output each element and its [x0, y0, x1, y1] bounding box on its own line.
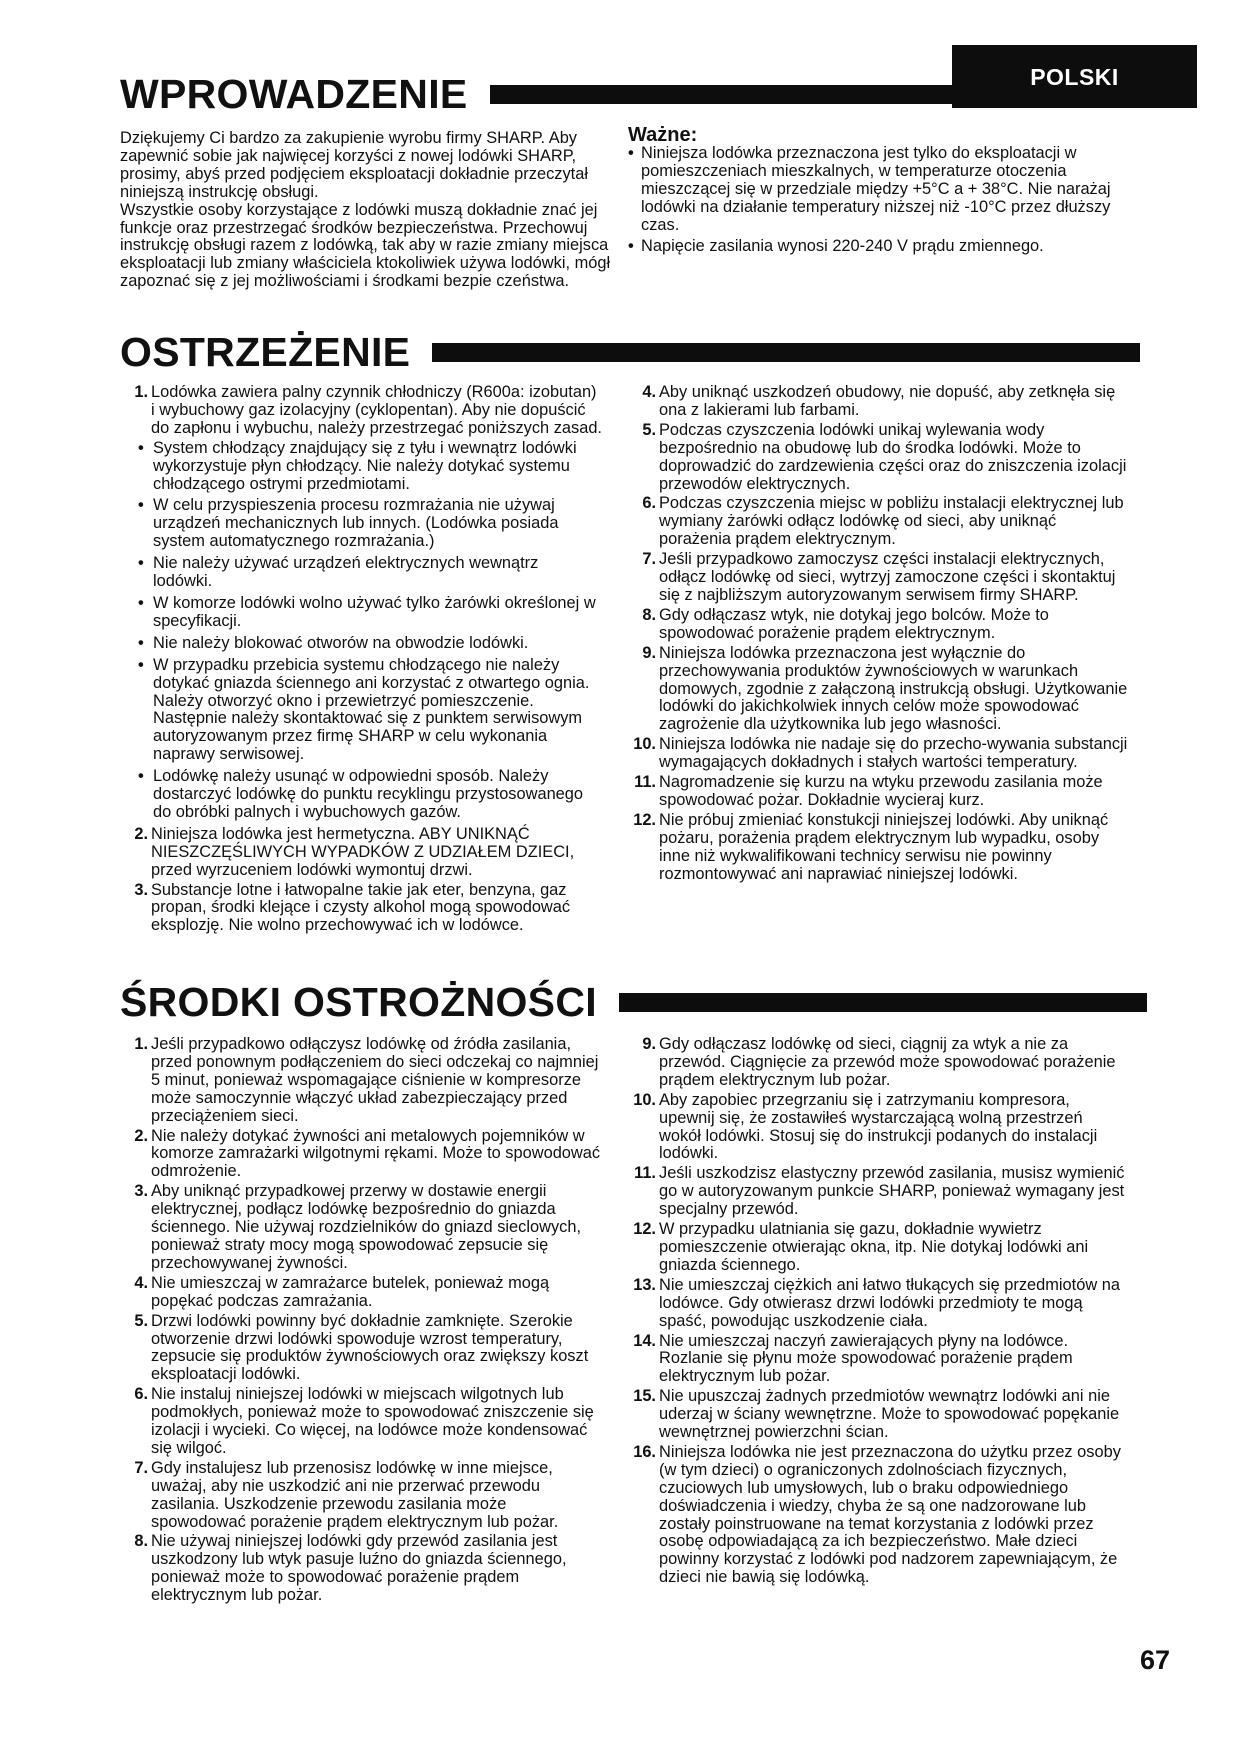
warning-bullet: • W przypadku przebicia systemu chłodzącego nie należy dotykać gniazda ściennego ani korzystać z otwartego ognia. Należy otworzyć okno i przewietrzyć pomieszczenie. Następnie należy skontaktować się z punktem serwisowym autoryzowanym przez firmę SHARP w celu wykonania naprawy serwisowej. [138, 655, 590, 764]
precaution-item: 5. Drzwi lodówki powinny być dokładnie zamknięte. Szerokie otworzenie drzwi lodówki spowoduje wzrost temperatury, zepsucie się produktów żywnościowych oraz zwiększy koszt eksploatacji lodówki. [134, 1311, 589, 1384]
intro-paragraph: Wszystkie osoby korzystające z lodówki muszą dokładnie znać jej funkcje oraz przestrzegać środków bezpieczeństwa. Przechowuj instrukcję obsługi razem z lodówką, tak aby w razie zmiany miejsca eksploatacji lub zmiany właściciela ktokoliwiek używa lodówki, mógł zapoznać się z jej możliwościami i środkami bezpie czeństwa. [120, 200, 611, 291]
precaution-item: 15. Nie upuszczaj żadnych przedmiotów wewnątrz lodówki ani nie uderzaj w ściany wewnętrzne. Może to spowodować popękanie wewnętrznej powierzchni ścian. [633, 1387, 1120, 1442]
important-item: • Napięcie zasilania wynosi 220-240 V prądu zmiennego. [628, 237, 1044, 256]
precaution-item: 11. Jeśli uszkodzisz elastyczny przewód zasilania, musisz wymienić go w autoryzowanym punkcie SHARP, ponieważ wymagany jest specjalny przewód. [634, 1164, 1125, 1219]
warning-bullet: • W celu przyspieszenia procesu rozmrażania nie używaj urządzeń mechanicznych lub innych. (Lodówka posiada system automatycznego rozmrażania.) [138, 496, 559, 551]
precaution-item: 10. Aby zapobiec przegrzaniu się i zatrzymaniu kompresora, upewnij się, że zostawiłeś wystarczającą wolną przestrzeń wokół lodówki. Stosuj się do instrukcji podanych do instalacji lodówki. [633, 1090, 1098, 1163]
bullet-icon: • [138, 633, 144, 652]
precaution-item: 13. Nie umieszczaj ciężkich ani łatwo tłukących się przedmiotów na lodówce. Gdy otwierasz drzwi lodówki przedmioty te mogą spaść, powodując uszkodzenie ciała. [633, 1275, 1120, 1330]
warning-item: 8. Gdy odłączasz wtyk, nie dotykaj jego bolców. Może to spowodować porażenie prądem elektrycznym. [642, 605, 1049, 642]
precautions-left-column [120, 1036, 602, 1607]
bullet-icon: • [138, 767, 144, 786]
bullet-icon: • [138, 438, 144, 457]
precaution-item: 4. Nie umieszczaj w zamrażarce butelek, ponieważ mogą popękać podczas zamrażania. [134, 1273, 550, 1310]
warning-item: 3. Substancje lotne i łatwopalne takie jak eter, benzyna, gaz propan, środki klejące i czysty alkohol mogą spowodować eksplozję. Nie wolno przechowywać ich w lodówce. [134, 880, 571, 935]
important-box [628, 124, 1128, 260]
language-tab: POLSKI [952, 45, 1197, 108]
warning-item: 5. Podczas czyszczenia lodówki unikaj wylewania wody bezpośrednio na obudowę lub do środka lodówki. Może to doprowadzić do zardzewienia części oraz do zniszczenia izolacji przewodów elektrycznych. [642, 420, 1127, 493]
precaution-item: 2. Nie należy dotykać żywności ani metalowych pojemników w komorze zamrażarki wilgotnymi rękami. Może to spowodować odmrożenie. [134, 1126, 601, 1181]
bullet-icon: • [138, 496, 144, 515]
important-item: • Niniejsza lodówka przeznaczona jest tylko do eksploatacji w pomieszczeniach mieszkalnych, w temperaturze otoczenia mieszczącej się w przedziale między +5°C a + 38°C. Nie narażaj lodówki na działanie temperatury niższej niż -10°C przez dłuższy czas. [628, 143, 1111, 234]
warning-heading: OSTRZEŻENIE [120, 329, 411, 375]
warning-bullet: • Nie należy używać urządzeń elektrycznych wewnątrz lodówki. [138, 554, 539, 591]
warning-bullet: • W komorze lodówki wolno używać tylko żarówki określonej w specyfikacji. [138, 593, 596, 630]
precaution-item: 3. Aby uniknąć przypadkowej przerwy w dostawie energii elektrycznej, podłącz lodówkę bezpośrednio do gniazda ściennego. Nie używaj rozdzielników do gniazd sieclowych, ponieważ straty mocy mogą spowodować zepsucie się przechowywanej żywności. [134, 1182, 582, 1272]
warning-item: 4. Aby uniknąć uszkodzeń obudowy, nie dopuść, aby zetknęła się ona z lakierami lub farbami. [642, 383, 1116, 419]
precautions-right-column [628, 1036, 1128, 1589]
precaution-item: 8. Nie używaj niniejszej lodówki gdy przewód zasilania jest uszkodzony lub wtyk pasuje luźno do gniazda ściennego, ponieważ może to spowodować porażenie prądem elektrycznym lub pożar. [134, 1532, 567, 1605]
precaution-item: 12. W przypadku ulatniania się gazu, dokładnie wywietrz pomieszczenie otwierając okna, itp. Nie dotykaj lodówki ani gniazda ściennego. [633, 1220, 1089, 1274]
warning-item: 2. Niniejsza lodówka jest hermetyczna. ABY UNIKNĄĆ NIESZCZĘŚLIWYCH WYPADKÓW Z UDZIAŁEM DZIECI, przed wyrzuceniem lodówki wymontuj drzwi. [134, 824, 575, 879]
intro-heading-row [120, 71, 966, 117]
warning-right-column [628, 384, 1128, 885]
intro-paragraph: Dziękujemy Ci bardzo za zakupienie wyrobu firmy SHARP. Aby zapewnić sobie jak najwięcej korzyści z nowej lodówki SHARP, prosimy, abyś przed podjęciem eksploatacji dokładnie przeczytał niniejszą instrukcję obsługi. [120, 129, 588, 201]
precautions-heading: ŚRODKI OSTROŻNOŚCI [120, 979, 597, 1025]
intro-text [120, 130, 612, 291]
warning-bullet: • Lodówkę należy usunąć w odpowiedni sposób. Należy dostarczyć lodówkę do punktu recyklingu przystosowanego do obróbki palnych i wybuchowych gazów. [138, 767, 584, 821]
bullet-icon: • [138, 554, 144, 573]
warning-item: 10. Niniejsza lodówka nie nadaje się do przecho-wywania substancji wymagających dokładnych i stałych wartości temperatury. [633, 735, 1128, 772]
precaution-item: 9. Gdy odłączasz lodówkę od sieci, ciągnij za wtyk a nie za przewód. Ciągnięcie za przewód może spowodować porażenie prądem elektrycznym lub pożar. [642, 1035, 1116, 1089]
page-number: 67 [1140, 1645, 1171, 1675]
warning-heading-row [120, 329, 1140, 375]
warning-item: 7. Jeśli przypadkowo zamoczysz części instalacji elektrycznych, odłącz lodówkę od sieci, wytrzyj zamoczone części i skontaktuj się z najbliższym autoryzowanym serwisem firmy SHARP. [642, 550, 1116, 604]
bullet-icon: • [138, 655, 144, 674]
warning-item: 11. Nagromadzenie się kurzu na wtyku przewodu zasilania może spowodować pożar. Dokładnie wycieraj kurz. [634, 773, 1103, 809]
warning-item: 12. Nie próbuj zmieniać konstukcji niniejszej lodówki. Aby uniknąć pożaru, porażenia prądem elektrycznym lub wypadku, osoby inne niż wykwalifikowani technicy serwisu nie powinny rozmontowywać ani naprawiać niniejszej lodówki. [633, 810, 1109, 883]
precautions-heading-row [120, 979, 1147, 1025]
warning-item: 1. Lodówka zawiera palny czynnik chłodniczy (R600a: izobutan) i wybuchowy gaz izolacyjny (cyklopentan). Aby nie dopuścić do zapłonu i wybuchu, należy przestrzegać poniższych zasad. [134, 383, 602, 437]
important-title: Ważne: [628, 124, 698, 146]
precaution-item: 16. Niniejsza lodówka nie jest przeznaczona do użytku przez osoby (w tym dzieci) o ograniczonych zdolnościach fizycznych, czuciowych lub umysłowych, lub o braku odpowiedniego doświadczenia i wiedzy, chyba że są one nadzorowane lub zostały poinstruowane na temat korzystania z lodówki przez osobę odpowiadającą za ich bezpieczeństwo. Małe dzieci powinny korzystać z lodówki pod nadzorem zapewniającym, że dzieci nie bawią się lodówką. [633, 1442, 1121, 1587]
intro-heading: WPROWADZENIE [120, 71, 468, 117]
bullet-icon: • [138, 593, 144, 612]
precautions-heading-rule [619, 993, 1147, 1012]
warning-item: 6. Podczas czyszczenia miejsc w pobliżu instalacji elektrycznej lub wymiany żarówki odłącz lodówkę od sieci, aby uniknąć porażenia prądem elektrycznym. [642, 494, 1124, 549]
bullet-icon: • [628, 143, 634, 162]
warning-bullet: • Nie należy blokować otworów na obwodzie lodówki. [138, 633, 529, 652]
warning-heading-rule [432, 343, 1140, 362]
warning-bullet: • System chłodzący znajdujący się z tyłu i wewnątrz lodówki wykorzystuje płyn chłodzący. Nie należy dotykać systemu chłodzącego ostrymi przedmiotami. [138, 438, 577, 493]
precaution-item: 7. Gdy instalujesz lub przenosisz lodówkę w inne miejsce, uważaj, aby nie uszkodzić ani nie przerwać przewodu zasilania. Uszkodzenie przewodu zasilania może spowodować porażenie prądem elektrycznym lub pożar. [134, 1458, 559, 1531]
intro-heading-rule [490, 85, 966, 104]
precaution-item: 14. Nie umieszczaj naczyń zawierających płyny na lodówce. Rozlanie się płynu może spowodować porażenie prądem elektrycznym lub pożar. [633, 1331, 1073, 1386]
bullet-icon: • [628, 237, 634, 256]
warning-item: 9. Niniejsza lodówka przeznaczona jest wyłącznie do przechowywania produktów żywnościowych w warunkach domowych, zgodnie z załączoną instrukcją obsługi. Użytkowanie lodówki do jakichkolwiek innych celów może spowodować zagrożenie dla użytkownika lub jego własności. [642, 643, 1128, 734]
warning-left-column [120, 384, 602, 937]
precaution-item: 6. Nie instaluj niniejszej lodówki w miejscach wilgotnych lub podmokłych, ponieważ może to spowodować zniszczenie się izolacji i wycieki. Co więcej, na lodówce może kondensować się wilgoć. [134, 1385, 594, 1457]
precaution-item: 1. Jeśli przypadkowo odłączysz lodówkę od źródła zasilania, przed ponownym podłączeniem do sieci odczekaj co najmniej 5 minut, ponieważ wspomagające ciśnienie w kompresorze może samoczynnie włączyć układ zabezpieczający przed przeciążeniem sieci. [134, 1035, 599, 1125]
